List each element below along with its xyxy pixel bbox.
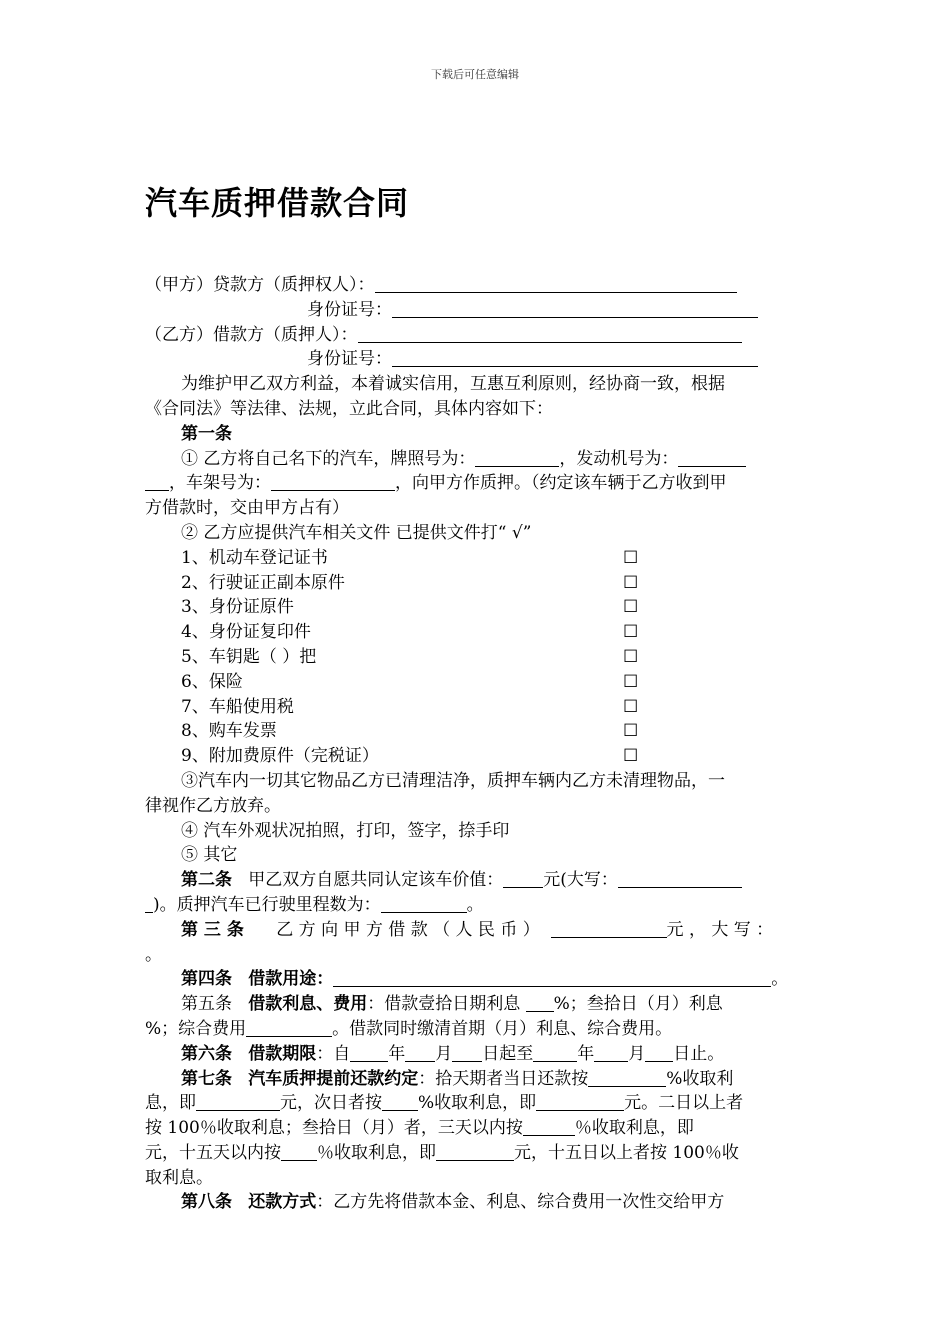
checkbox[interactable]: ☐ — [623, 696, 639, 717]
article5-heading: 第五条 — [181, 994, 232, 1015]
article7-line2 — [145, 1091, 807, 1116]
checkbox[interactable]: ☐ — [623, 597, 639, 618]
engine-blank-a[interactable] — [678, 448, 746, 467]
lender-label: （甲方）贷款方（质押权人）： — [145, 275, 375, 295]
item1-text-d: ，向甲方作质押。（约定该车辆于乙方收到甲 — [395, 473, 727, 494]
article4-line — [145, 967, 807, 992]
lender-id-blank[interactable] — [392, 299, 758, 318]
article6-t5: 年 — [577, 1043, 595, 1064]
article2-text-c: )。质押汽车已行驶里程数为： — [153, 894, 381, 915]
article3-heading: 第 三 条 — [181, 919, 244, 940]
article7-line5: 取利息。 — [145, 1167, 213, 1188]
article2-text-a: 甲乙双方自愿共同认定该车价值： — [248, 870, 504, 891]
car-value-blank[interactable] — [503, 869, 543, 888]
article6-t6: 月 — [628, 1043, 646, 1064]
contract-title: 汽车质押借款合同 — [145, 184, 410, 222]
end-year-blank[interactable] — [533, 1043, 577, 1062]
article6-t2: 年 — [388, 1043, 406, 1064]
contract-body — [145, 273, 807, 1215]
doc-label: 6、保险 — [181, 671, 243, 692]
article4-heading: 第四条 — [181, 969, 232, 990]
article1-heading: 第一条 — [181, 423, 232, 444]
article7-heading: 第七条 — [181, 1068, 232, 1089]
article6-t1: ：自 — [316, 1043, 351, 1064]
mileage-blank[interactable] — [381, 894, 467, 913]
article7-l1a: ：拾天期者当日还款按 — [418, 1068, 589, 1089]
car-value-words-blank-end[interactable] — [145, 894, 153, 913]
article5-line1 — [145, 992, 807, 1017]
doc-label: 4、身份证复印件 — [181, 622, 311, 643]
engine-blank-b[interactable] — [145, 472, 169, 491]
article4-end: 。 — [771, 969, 789, 990]
start-day-blank[interactable] — [452, 1043, 482, 1062]
article5-text-a: ：借款壹拾日期利息 — [367, 994, 521, 1015]
article1-item3-line1: ③汽车内一切其它物品乙方已清理洁净，质押车辆内乙方未清理物品，一 — [181, 770, 725, 791]
item1-text-b: ，发动机号为： — [559, 448, 679, 469]
borrower-id-line — [145, 347, 807, 372]
article3-line1 — [145, 918, 807, 943]
lender-blank[interactable] — [375, 274, 737, 293]
article3-text-a: 乙 方 向 甲 方 借 款 （ 人 民 币 ） — [276, 919, 540, 940]
doc-label: 3、身份证原件 — [181, 597, 294, 618]
article7-line4 — [145, 1141, 807, 1166]
article2-text-b: 元(大写： — [543, 870, 618, 891]
article1-item5: ⑤ 其它 — [181, 845, 238, 866]
borrower-line — [145, 323, 807, 348]
borrower-label: （乙方）借款方（质押人）： — [145, 324, 358, 345]
article5-text-c: %；综合费用 — [145, 1018, 247, 1039]
end-month-blank[interactable] — [594, 1043, 628, 1062]
item1-text-c: ，车架号为： — [169, 473, 271, 494]
doc-item — [145, 620, 807, 645]
article7-l4c: 元，十五日以上者按 100％收 — [514, 1142, 739, 1163]
checkbox[interactable]: ☐ — [623, 671, 639, 692]
article5-text-d: 。借款同时缴清首期（月）利息、综合费用。 — [332, 1018, 673, 1039]
end-day-blank[interactable] — [645, 1043, 673, 1062]
article7-l2a: 息，即 — [145, 1093, 196, 1114]
article6-t4: 日起至 — [482, 1043, 534, 1064]
article3-line2: 。 — [145, 944, 162, 965]
loan-amount-blank[interactable] — [551, 919, 667, 938]
vin-blank[interactable] — [271, 472, 395, 491]
loan-purpose-blank[interactable] — [333, 968, 771, 987]
lender-id-line — [145, 298, 807, 323]
doc-label: 5、车钥匙（ ）把 — [181, 646, 317, 667]
article6-t3: 月 — [435, 1043, 453, 1064]
article1-item3-line2: 律视作乙方放弃。 — [145, 795, 281, 816]
checkbox[interactable]: ☐ — [623, 721, 639, 742]
rate-15day-blank[interactable] — [281, 1142, 317, 1161]
doc-item — [145, 645, 807, 670]
article7-l3b: ％收取利息，即 — [574, 1118, 694, 1139]
doc-label: 8、购车发票 — [181, 721, 277, 742]
article7-l3a: 按 100％收取利息；叁拾日（月）者，三天以内按 — [145, 1118, 523, 1139]
checkbox[interactable]: ☐ — [623, 746, 639, 767]
header-watermark: 下载后可任意编辑 — [431, 68, 519, 81]
article7-l2b: 元，次日者按 — [280, 1093, 382, 1114]
article6-t7: 日止。 — [673, 1043, 725, 1064]
article1-item1-line1 — [145, 447, 807, 472]
doc-label: 9、附加费原件（完税证） — [181, 746, 379, 767]
article2-line2 — [145, 893, 807, 918]
article1-item4: ④ 汽车外观状况拍照，打印，签字，捺手印 — [181, 820, 510, 841]
doc-item — [145, 571, 807, 596]
article8-line — [145, 1190, 807, 1215]
item1-text-a: ① 乙方将自己名下的汽车，牌照号为： — [181, 448, 476, 469]
borrower-blank[interactable] — [358, 324, 742, 343]
amount-next-day-blank[interactable] — [536, 1092, 624, 1111]
lender-id-label: 身份证号： — [307, 299, 392, 320]
article4-label: 借款用途： — [248, 969, 334, 990]
rate-3day-blank[interactable] — [523, 1117, 575, 1136]
doc-label: 2、行驶证正副本原件 — [181, 572, 345, 593]
article5-label: 借款利息、费用 — [248, 994, 368, 1015]
checkbox[interactable]: ☐ — [623, 646, 639, 667]
car-value-words-blank[interactable] — [618, 869, 742, 888]
article6-line — [145, 1042, 807, 1067]
checkbox[interactable]: ☐ — [623, 547, 639, 568]
doc-item — [145, 595, 807, 620]
doc-label: 1、机动车登记证书 — [181, 547, 328, 568]
doc-item — [145, 719, 807, 744]
article7-l2d: 元。二日以上者 — [624, 1093, 744, 1114]
start-month-blank[interactable] — [405, 1043, 435, 1062]
interest-10d-blank[interactable] — [526, 993, 554, 1012]
amount-same-day-blank[interactable] — [196, 1092, 280, 1111]
article7-line3 — [145, 1116, 807, 1141]
article6-label: 借款期限 — [248, 1043, 317, 1064]
article5-text-b: %；叁拾日（月）利息 — [553, 994, 723, 1015]
rate-next-day-blank[interactable] — [382, 1092, 418, 1111]
article1-item1-line2 — [145, 471, 807, 496]
article7-l1b: %收取利 — [666, 1068, 734, 1089]
article7-line1 — [145, 1067, 807, 1092]
article6-heading: 第六条 — [181, 1043, 232, 1064]
rate-same-day-blank[interactable] — [588, 1068, 666, 1087]
fee-blank[interactable] — [246, 1018, 332, 1037]
preamble-line-2: 《合同法》等法律、法规，立此合同，具体内容如下： — [145, 398, 553, 419]
article7-label: 汽车质押提前还款约定 — [248, 1068, 419, 1089]
article8-text: ：乙方先将借款本金、利息、综合费用一次性交给甲方 — [316, 1192, 725, 1213]
doc-item — [145, 670, 807, 695]
checkbox[interactable]: ☐ — [623, 572, 639, 593]
doc-label: 7、车船使用税 — [181, 696, 294, 717]
borrower-id-blank[interactable] — [392, 348, 758, 367]
article7-l4a: 元，十五天以内按 — [145, 1142, 281, 1163]
plate-blank[interactable] — [475, 448, 559, 467]
doc-item — [145, 546, 807, 571]
article5-line2 — [145, 1017, 807, 1042]
article8-label: 还款方式 — [248, 1192, 317, 1213]
doc-item — [145, 744, 807, 769]
article3-text-b: 元 ， 大 写 ： — [666, 919, 774, 940]
article2-line1 — [145, 868, 807, 893]
article1-item2: ② 乙方应提供汽车相关文件 已提供文件打“ √” — [181, 522, 532, 543]
article8-heading: 第八条 — [181, 1192, 232, 1213]
doc-item — [145, 695, 807, 720]
article2-heading: 第二条 — [181, 870, 232, 891]
lender-line — [145, 273, 807, 298]
start-year-blank[interactable] — [350, 1043, 388, 1062]
borrower-id-label: 身份证号： — [307, 349, 392, 370]
article7-l2c: %收取利息，即 — [418, 1093, 537, 1114]
amount-15day-blank[interactable] — [436, 1142, 514, 1161]
article2-text-d: 。 — [466, 894, 484, 915]
preamble-line-1: 为维护甲乙双方利益，本着诚实信用，互惠互利原则，经协商一致，根据 — [181, 374, 725, 395]
article1-item1-line3: 方借款时，交由甲方占有） — [145, 498, 349, 519]
checkbox[interactable]: ☐ — [623, 622, 639, 643]
article7-l4b: ％收取利息，即 — [317, 1142, 436, 1163]
